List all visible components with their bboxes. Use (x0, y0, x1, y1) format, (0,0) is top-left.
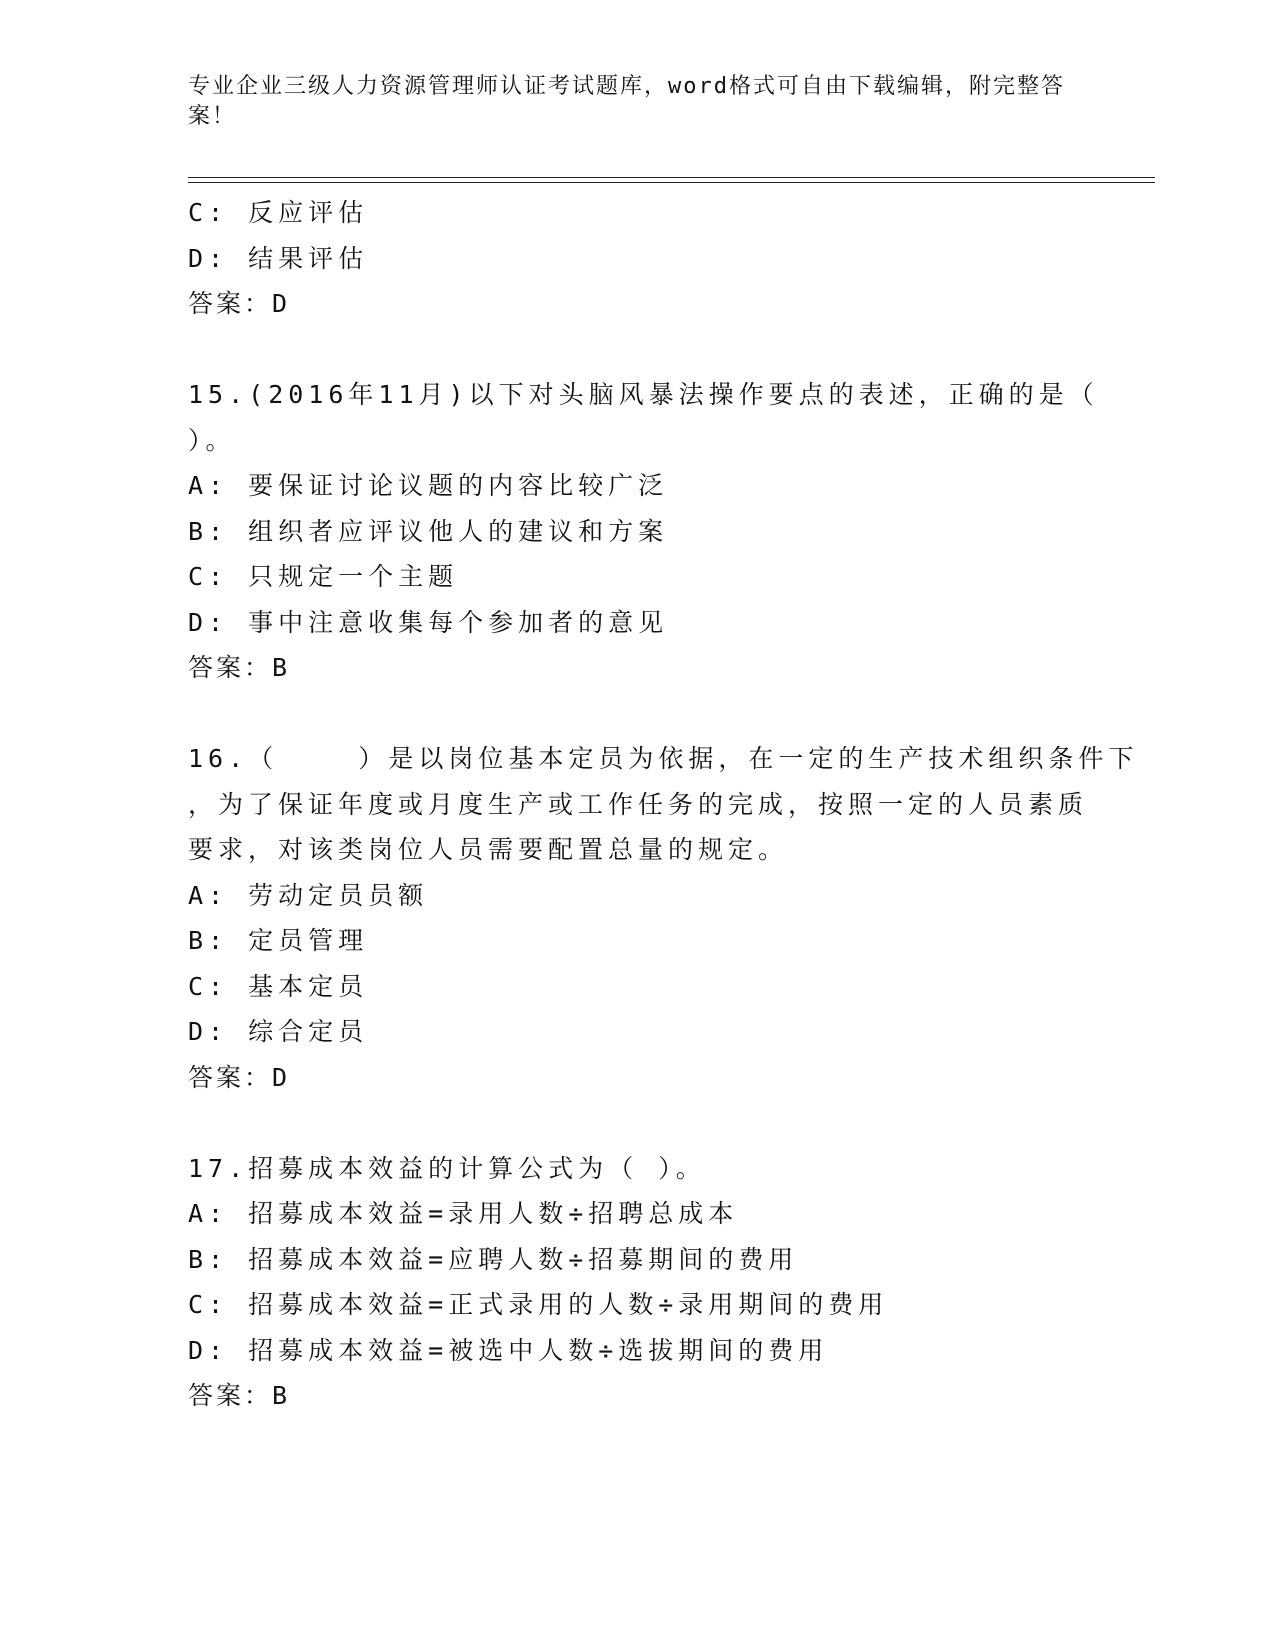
answer-line: 答案：D (188, 289, 291, 318)
question-text: ，为了保证年度或月度生产或工作任务的完成，按照一定的人员素质 (188, 789, 1089, 819)
option-line: B: 组织者应评议他人的建议和方案 (188, 516, 669, 546)
question-text: ）。 (188, 425, 236, 455)
option-line: A: 招募成本效益=录用人数÷招聘总成本 (188, 1199, 739, 1228)
spacer (188, 327, 1088, 373)
header-divider-top (188, 177, 1155, 178)
document-header: 专业企业三级人力资源管理师认证考试题库，word格式可自由下载编辑，附完整答案！ (188, 74, 1065, 129)
option-line: A: 要保证讨论议题的内容比较广泛 (188, 471, 669, 500)
question-text: 16.（ ）是以岗位基本定员为依据，在一定的生产技术组织条件下 (188, 744, 1139, 773)
option-line: C: 基本定员 (188, 971, 369, 1001)
question-content (188, 190, 1139, 1419)
answer-line: 答案：D (188, 1062, 291, 1092)
option-line: A: 劳动定员员额 (188, 880, 429, 910)
question-text: 15.(2016年11月)以下对头脑风暴法操作要点的表述，正确的是（ (188, 380, 1099, 409)
option-line: D: 综合定员 (188, 1017, 369, 1046)
option-line: D: 结果评估 (188, 243, 369, 273)
option-line: B: 招募成本效益=应聘人数÷招募期间的费用 (188, 1244, 799, 1274)
option-line: C: 招募成本效益=正式录用的人数÷录用期间的费用 (188, 1290, 889, 1319)
option-line: B: 定员管理 (188, 926, 369, 955)
option-line: D: 招募成本效益=被选中人数÷选拔期间的费用 (188, 1335, 829, 1365)
header-divider-bottom (188, 182, 1155, 183)
spacer (188, 691, 1088, 737)
question-text: 要求，对该类岗位人员需要配置总量的规定。 (188, 835, 789, 864)
answer-line: 答案：B (188, 653, 291, 682)
option-line: C: 只规定一个主题 (188, 562, 459, 591)
question-text: 17.招募成本效益的计算公式为（ ）。 (188, 1153, 706, 1183)
option-line: D: 事中注意收集每个参加者的意见 (188, 607, 669, 637)
spacer (188, 1100, 1088, 1146)
option-line: C: 反应评估 (188, 198, 369, 227)
answer-line: 答案：B (188, 1381, 291, 1410)
